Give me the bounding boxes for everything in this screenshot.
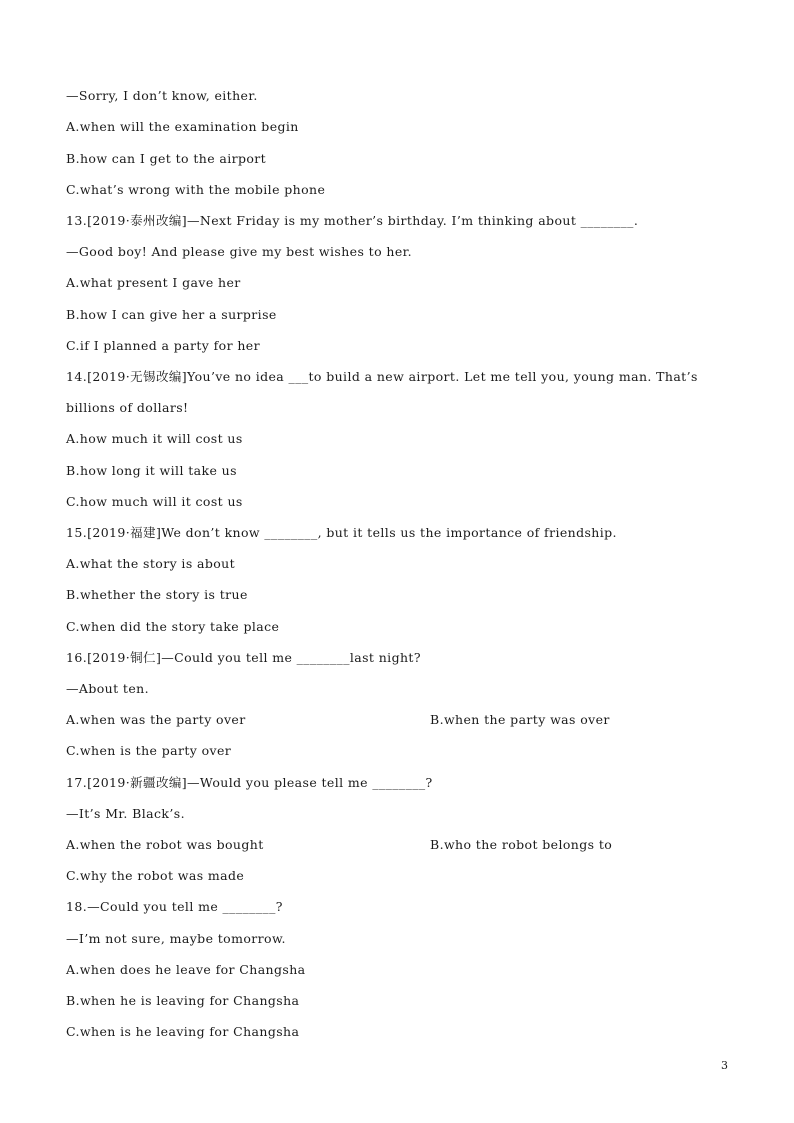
q15-option-b: B.whether the story is true [66,587,248,602]
q13-reply: —Good boy! And please give my best wishes to her. [66,244,413,259]
q17-option-c: C.why the robot was made [66,868,245,883]
q18-option-a: A.when does he leave for Changsha [66,962,306,977]
q12-option-b: B.how can I get to the airport [66,151,267,166]
q16-option-c: C.when is the party over [66,743,232,758]
q14-stem-continued: billions of dollars! [66,400,189,415]
q15-stem: 15.[2019·福建]We don’t know ________, but it tells us the importance of friendship. [66,525,617,540]
q14-option-a: A.how much it will cost us [66,431,243,446]
q12-option-a: A.when will the examination begin [66,119,299,134]
q17-option-a: A.when the robot was bought [66,837,264,852]
page-number: 3 [721,1059,729,1072]
q13-stem: 13.[2019·泰州改编]—Next Friday is my mother’s birthday. I’m thinking about ________. [66,213,639,228]
q15-option-c: C.when did the story take place [66,619,280,634]
q14-stem: 14.[2019·无锡改编]You’ve no idea ___to build a new airport. Let me tell you, young man. That’s [66,369,698,384]
q12-option-c: C.what’s wrong with the mobile phone [66,182,326,197]
q13-option-b: B.how I can give her a surprise [66,307,277,322]
q13-option-c: C.if I planned a party for her [66,338,260,353]
q13-option-a: A.what present I gave her [66,275,241,290]
q18-stem: 18.—Could you tell me ________? [66,899,283,914]
q16-option-b: B.when the party was over [430,712,610,727]
q17-stem: 17.[2019·新疆改编]—Would you please tell me ________? [66,775,433,790]
q16-stem: 16.[2019·铜仁]—Could you tell me ________last night? [66,650,421,665]
q12-answer-line: —Sorry, I don’t know, either. [66,88,258,103]
q14-option-b: B.how long it will take us [66,463,237,478]
q18-option-b: B.when he is leaving for Changsha [66,993,300,1008]
q15-option-a: A.what the story is about [66,556,236,571]
q18-option-c: C.when is he leaving for Changsha [66,1024,300,1039]
q17-reply: —It’s Mr. Black’s. [66,806,185,821]
q16-reply: —About ten. [66,681,149,696]
q18-reply: —I’m not sure, maybe tomorrow. [66,931,286,946]
q14-option-c: C.how much will it cost us [66,494,243,509]
q17-option-b: B.who the robot belongs to [430,837,613,852]
q16-option-a: A.when was the party over [66,712,246,727]
